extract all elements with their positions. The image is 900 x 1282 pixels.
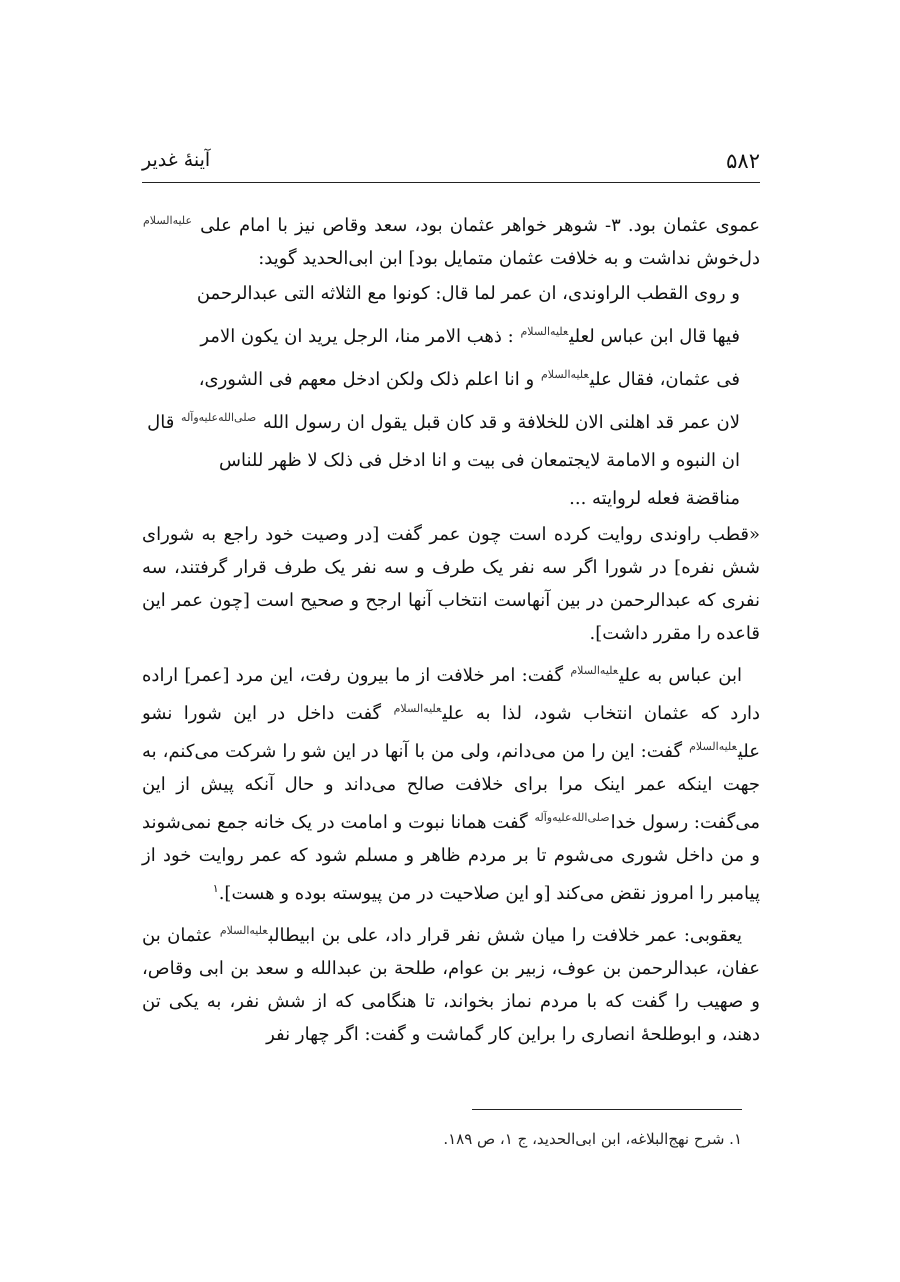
quote-line: و روی القطب الراوندی، ان عمر لما قال: کونوا مع الثلاثه التی عبدالرحمن (196, 283, 740, 304)
honorific-ali: عليه‌السلام (219, 924, 268, 937)
honorific-ali: عليه‌السلام (520, 325, 569, 338)
paragraph-2: «قطب راوندی روایت کرده است چون عمر گفت [در وصیت خود راجع به شورای شش نفره] در شورا اگر سه نفر یک طرف و سه نفر یک طرف قرار گرفتند، سه نفری که عبدالرحمن در بین آنهاست انتخاب آنها ارجح و صحیح است [چون عمر این قاعده را مقرر داشت]. (142, 524, 760, 644)
paragraph-1: عموی عثمان بود. ۳- شوهر خواهر عثمان بود، سعد وقاص نیز با امام علی $^{عليه‌السلام}$ دل‌خوش نداشت و به خلافت عثمان متمایل بود] ابن ابی‌الحدید گوید: (143, 214, 760, 269)
arabic-quote (142, 275, 760, 518)
paragraph-3: ابن عباس به علی$^{عليه‌السلام}$ گفت: امر خلافت از ما بیرون رفت، این مرد [عمر] اراده دارد که عثمان انتخاب شود، لذا به علی$^{عليه‌السلام}$ گفت داخل در این شورا نشو علی$^{عليه‌السلام}$ گفت: این را من می‌دانم، ولی من با آنها در این شو را شرکت می‌کنم، به جهت اینکه عمر اینک مرا برای خلافت صالح می‌داند و حال آنکه پیش از این می‌گفت: رسول خدا$^{صلى‌الله‌عليه‌وآله}$ گفت همانا نبوت و امامت در یک خانه جمع نمی‌شوند و من داخل شوری می‌شوم تا بر مردم ظاهر و مسلم شود که عمر روایت خود از پیامبر را امروز نقض می‌کند [و این صلاحیت در من پیوسته بوده و هست].$^۱$ (142, 664, 760, 904)
honorific-ali: عليه‌السلام (393, 702, 442, 715)
quote-line: فیها قال ابن عباس لعلی$^{عليه‌السلام}$ : ذهب الامر منا، الرجل یرید ان یکون الامر (200, 325, 740, 347)
quote-line: فی عثمان، فقال علی$^{عليه‌السلام}$ و انا اعلم ذلک ولکن ادخل معهم فی الشوری، (198, 368, 740, 390)
honorific-prophet: صلى‌الله‌عليه‌وآله (181, 411, 257, 424)
footnote: ۱. شرح نهج‌البلاغه، ابن ابی‌الحدید، ج ۱، ص ۱۸۹. (443, 1130, 742, 1148)
footnote-marker[interactable]: ۱ (212, 882, 219, 895)
page-header (142, 149, 760, 181)
paragraph-4: یعقوبی: عمر خلافت را میان شش نفر قرار داد، علی بن ابیطالب$^{عليه‌السلام}$ عثمان بن عفان، عبدالرحمن بن عوف، زبیر بن عوام، طلحة بن عبدالله و سعد بن ابی وقاص، و صهیب را گفت که با مردم نماز بخواند، تا هنگامی که از شش نفر، به یکی تن دهند، و ابوطلحهٔ انصاری را براین کار گماشت و گفت: اگر چهار نفر (142, 924, 760, 1045)
quote-line: لان عمر قد اهلنی الان للخلافة و قد کان قبل یقول ان رسول الله $^{صلى‌الله‌عليه‌وآله}$ قال (147, 411, 740, 433)
footnote-rule (472, 1109, 742, 1110)
page-number: ۵۸۲ (726, 149, 760, 173)
honorific-ali: عليه‌السلام (540, 368, 589, 381)
running-title: آینهٔ غدیر (142, 149, 211, 171)
body-text (142, 204, 760, 1051)
quote-line: مناقضة فعله لروایته ... (569, 488, 740, 509)
quote-line: ان النبوه و الامامة لایجتمعان فی بیت و انا ادخل فی ذلک لا ظهر للناس (219, 450, 740, 471)
honorific-ali: عليه‌السلام (143, 214, 193, 227)
honorific-ali: عليه‌السلام (689, 740, 737, 753)
honorific-ali: عليه‌السلام (570, 664, 619, 677)
honorific-prophet: صلى‌الله‌عليه‌وآله (534, 811, 610, 824)
header-rule (142, 182, 760, 183)
